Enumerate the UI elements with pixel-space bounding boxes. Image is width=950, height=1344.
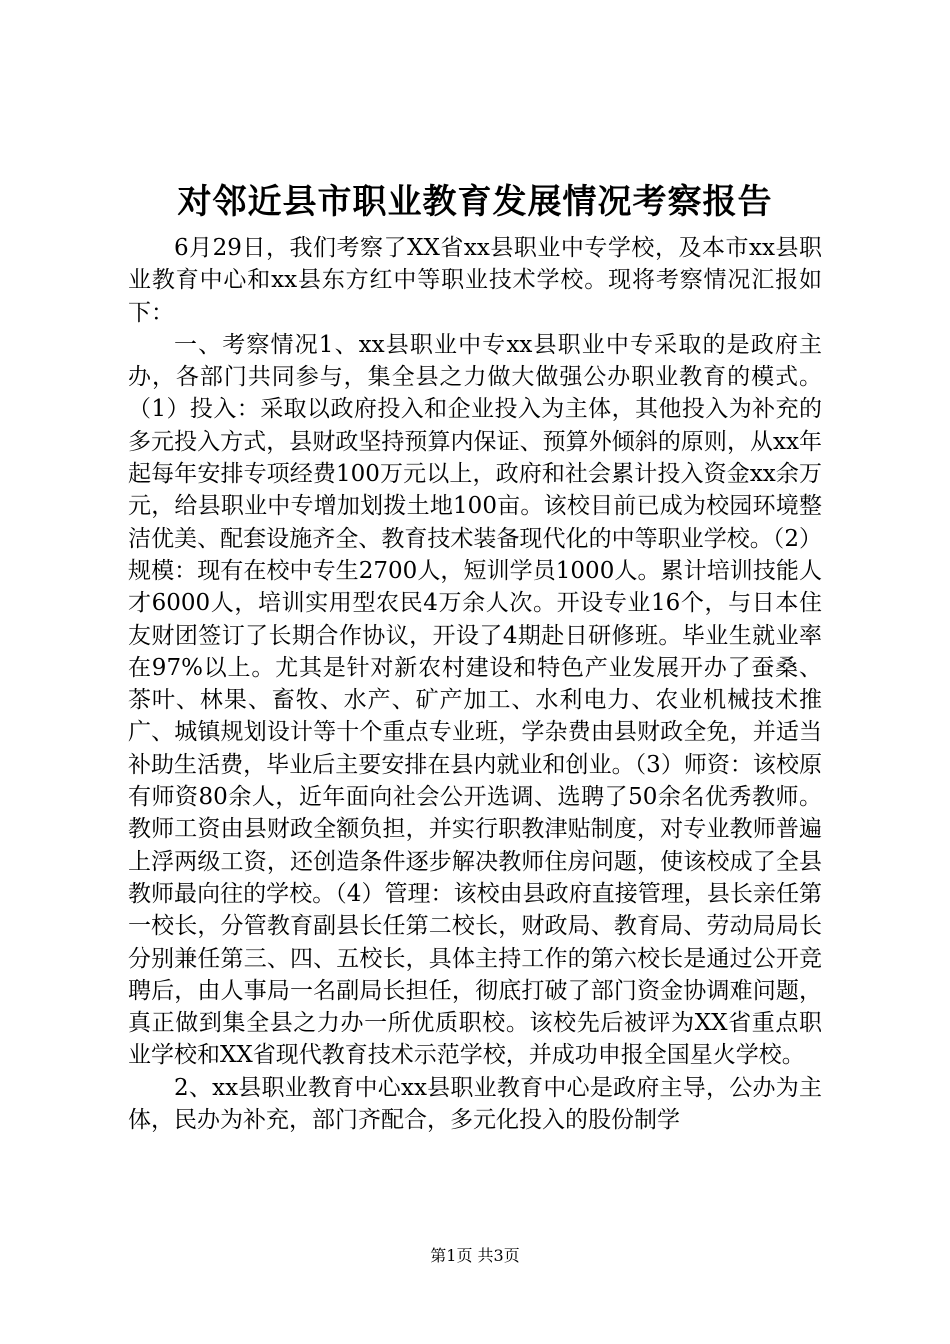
paragraph-intro: 6月29日，我们考察了XX省xx县职业中专学校，及本市xx县职业教育中心和xx县东方红中等职业技术学校。现将考察情况汇报如下：: [128, 235, 822, 326]
paragraph-section-one: 一、考察情况1、xx县职业中专xx县职业中专采取的是政府主办，各部门共同参与，集全县之力做大做强公办职业教育的模式。（1）投入：采取以政府投入和企业投入为主体，其他投入为补充的多元投入方式，县财政坚持预算内保证、预算外倾斜的原则，从xx年起每年安排专项经费100万元以上，政府和社会累计投入资金xx余万元，给县职业中专增加划拨土地100亩。该校目前已成为校园环境整洁优美、配套设施齐全、教育技术装备现代化的中等职业学校。（2）规模：现有在校中专生2700人，短训学员1000人。累计培训技能人才6000人，培训实用型农民4万余人次。开设专业16个，与日本住友财团签订了长期合作协议，开设了4期赴日研修班。毕业生就业率在97%以上。尤其是针对新农村建设和特色产业发展开办了蚕桑、茶叶、林果、畜牧、水产、矿产加工、水利电力、农业机械技术推广、城镇规划设计等十个重点专业班，学杂费由县财政全免，并适当补助生活费，毕业后主要安排在县内就业和创业。（3）师资：该校原有师资80余人，近年面向社会公开选调、选聘了50余名优秀教师。教师工资由县财政全额负担，并实行职教津贴制度，对专业教师普遍上浮两级工资，还创造条件逐步解决教师住房问题，使该校成了全县教师最向往的学校。（4）管理：该校由县政府直接管理，县长亲任第一校长，分管教育副县长任第二校长，财政局、教育局、劳动局局长分别兼任第三、四、五校长，具体主持工作的第六校长是通过公开竞聘后，由人事局一名副局长担任，彻底打破了部门资金协调难问题，真正做到集全县之力办一所优质职校。该校先后被评为XX省重点职业学校和XX省现代教育技术示范学校，并成功申报全国星火学校。: [128, 331, 822, 1069]
document-title: 对邻近县市职业教育发展情况考察报告: [177, 182, 773, 222]
page-number-footer: 第1页 共3页: [430, 1246, 520, 1265]
document-body: [128, 232, 822, 1136]
paragraph-section-two: 2、xx县职业教育中心xx县职业教育中心是政府主导，公办为主体，民办为补充，部门齐配合，多元化投入的股份制学: [128, 1074, 822, 1134]
